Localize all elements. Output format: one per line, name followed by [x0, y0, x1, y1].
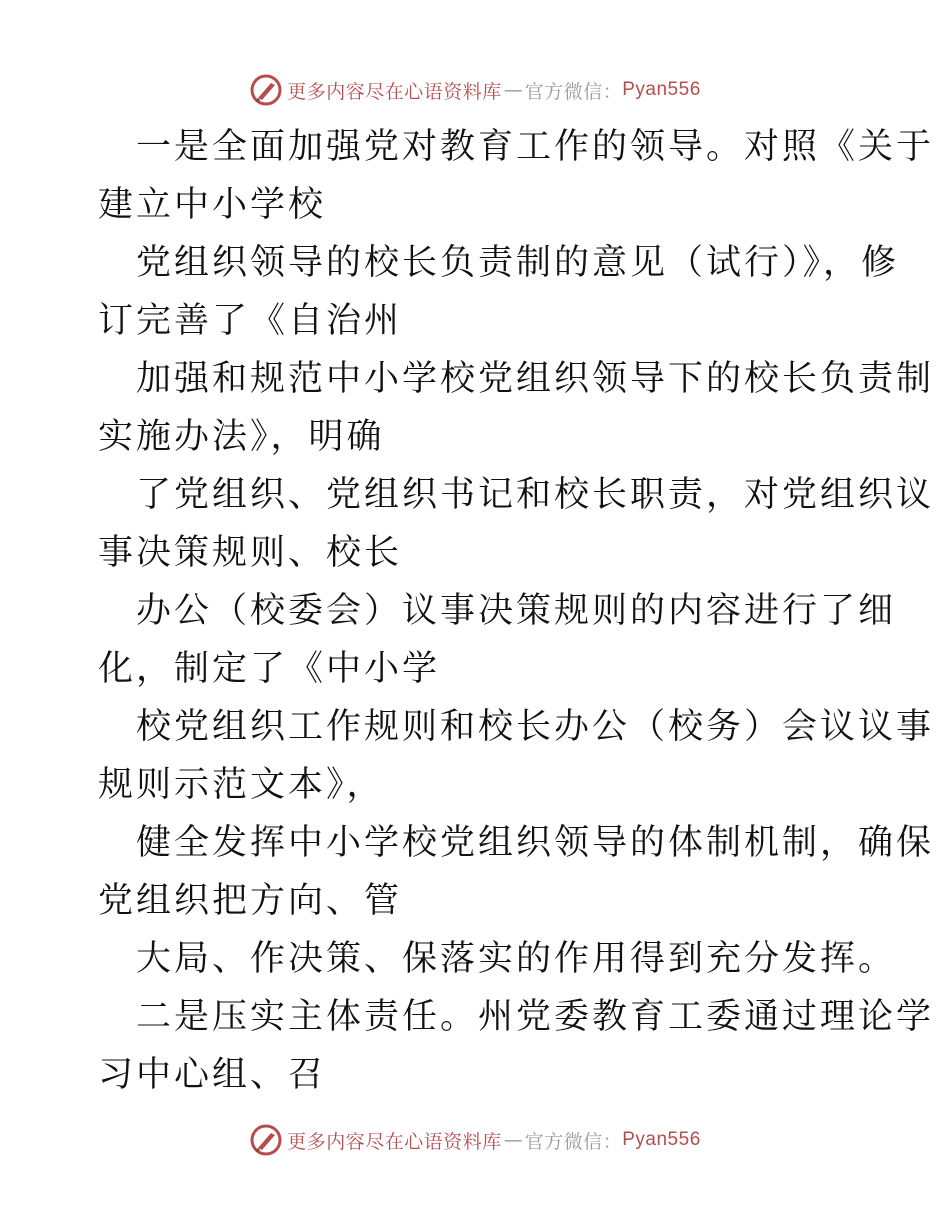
- watermark-wechat-id: Pyan556: [622, 79, 701, 100]
- text-line: 党组织领导的校长负责制的意见（试行）》，修: [136, 243, 900, 283]
- quill-pen-logo-icon: [249, 1123, 283, 1157]
- text-line: 健全发挥中小学校党组织领导的体制机制，确保: [136, 823, 935, 863]
- text-line: 二是压实主体责任。州党委教育工委通过理论学: [136, 997, 935, 1037]
- watermark-text: 更多内容尽在心语资料库: [287, 80, 502, 103]
- watermark-wechat-label: 官方微信：: [524, 80, 623, 103]
- header-watermark: [0, 70, 950, 110]
- footer-watermark: [0, 1120, 950, 1160]
- text-line: 习中心组、召: [98, 1055, 327, 1095]
- text-line: 党组织把方向、管: [98, 881, 403, 921]
- text-line: 化，制定了《中小学: [98, 649, 441, 689]
- text-line: 事决策规则、校长: [98, 533, 403, 573]
- watermark-text: 更多内容尽在心语资料库: [287, 1130, 502, 1153]
- text-line: 建立中小学校: [98, 185, 327, 225]
- text-line: 办公（校委会）议事决策规则的内容进行了细: [136, 591, 897, 631]
- document-body: [98, 118, 935, 1104]
- text-line: 了党组织、党组织书记和校长职责，对党组织议: [136, 475, 935, 515]
- quill-pen-logo-icon: [249, 73, 283, 107]
- text-line: 校党组织工作规则和校长办公（校务）会议议事: [136, 707, 935, 747]
- text-line: 一是全面加强党对教育工作的领导。对照《关于: [136, 127, 935, 167]
- text-line: 规则示范文本》，: [98, 765, 385, 805]
- text-line: 订完善了《自治州: [98, 301, 403, 341]
- text-line: 大局、作决策、保落实的作用得到充分发挥。: [136, 939, 897, 979]
- watermark-wechat-label: 官方微信：: [524, 1130, 623, 1153]
- watermark-wechat-id: Pyan556: [622, 1129, 701, 1150]
- text-line: 实施办法》，明确: [98, 417, 385, 457]
- watermark-separator: —: [503, 1129, 523, 1151]
- watermark-separator: —: [503, 79, 523, 101]
- text-line: 加强和规范中小学校党组织领导下的校长负责制: [136, 359, 935, 399]
